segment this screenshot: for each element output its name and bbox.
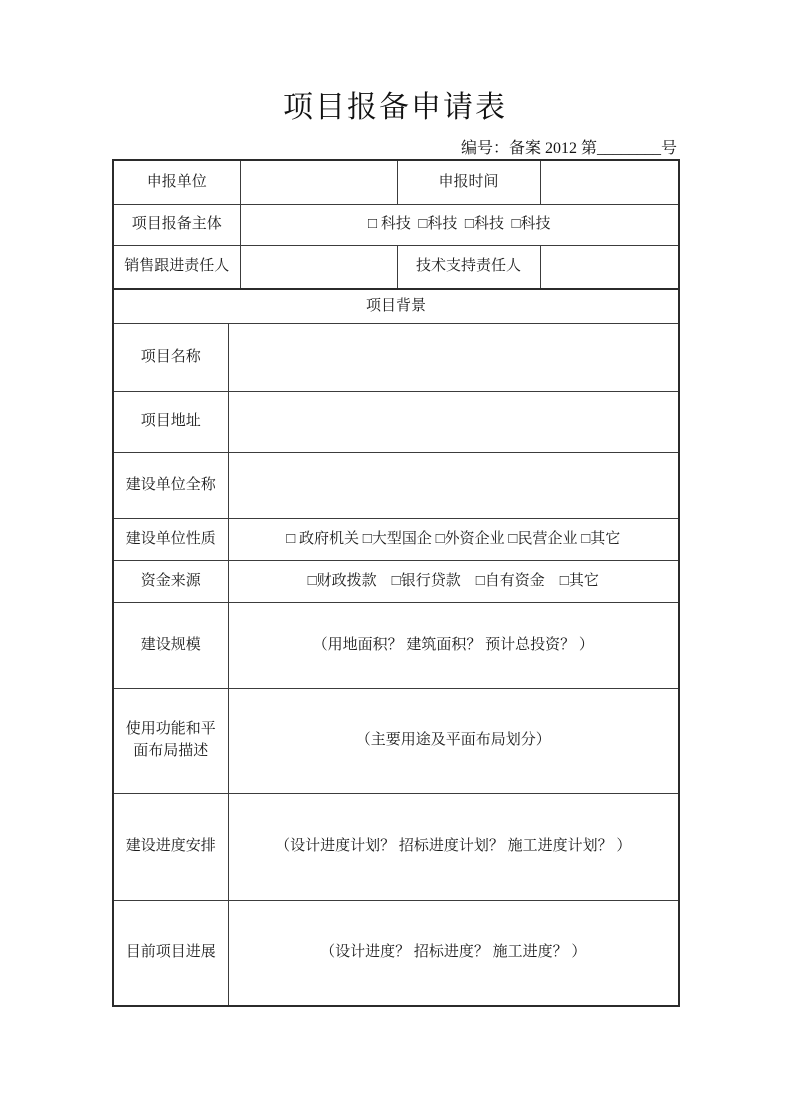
table-row [113,392,679,453]
hint-function-layout-description: （主要用途及平面布局划分） [228,689,679,794]
form-title: 项目报备申请表 [283,91,507,124]
table-row [113,794,679,901]
value-project-address [228,392,679,453]
value-tech-support-person [540,246,679,290]
label-sales-followup-person: 销售跟进责任人 [113,246,240,290]
label-funding-source: 资金来源 [113,561,228,603]
table-row [113,519,679,561]
table-row [113,160,679,205]
table-row [113,603,679,689]
label-project-name: 项目名称 [113,324,228,392]
form-container [112,88,678,1007]
value-project-name [228,324,679,392]
value-sales-followup-person [240,246,397,290]
table-row [113,689,679,794]
label-construction-scale: 建设规模 [113,603,228,689]
value-declaration-time [540,160,679,205]
label-declaration-time: 申报时间 [397,160,540,205]
table-row [113,453,679,519]
label-function-layout-description: 使用功能和平面布局描述 [113,689,228,794]
label-construction-unit-name: 建设单位全称 [113,453,228,519]
hint-construction-schedule: （设计进度计划？ 招标进度计划？ 施工进度计划？ ） [228,794,679,901]
funding-source-checkbox-options: □财政拨款 □银行贷款 □自有资金 □其它 [228,561,679,603]
label-tech-support-person: 技术支持责任人 [397,246,540,290]
form-number-line: 编号：备案 2012 第________号 [460,140,677,157]
hint-current-project-progress: （设计进度？ 招标进度？ 施工进度？ ） [228,901,679,1007]
section-header-row [113,289,679,324]
value-construction-unit-name [228,453,679,519]
application-form-table [112,159,680,1007]
label-declaring-unit: 申报单位 [113,160,240,205]
table-row [113,324,679,392]
filing-entity-checkbox-options: □ 科技 □科技 □科技 □科技 [240,205,679,246]
label-construction-unit-type: 建设单位性质 [113,519,228,561]
label-current-project-progress: 目前项目进展 [113,901,228,1007]
table-row [113,246,679,290]
table-row [113,561,679,603]
value-declaring-unit [240,160,397,205]
label-project-address: 项目地址 [113,392,228,453]
construction-unit-type-checkbox-options: □ 政府机关 □大型国企 □外资企业 □民营企业 □其它 [228,519,679,561]
table-row [113,901,679,1007]
label-filing-entity: 项目报备主体 [113,205,240,246]
label-construction-schedule: 建设进度安排 [113,794,228,901]
section-header-project-background: 项目背景 [113,289,679,324]
hint-construction-scale: （用地面积？ 建筑面积？ 预计总投资？ ） [228,603,679,689]
table-row [113,205,679,246]
